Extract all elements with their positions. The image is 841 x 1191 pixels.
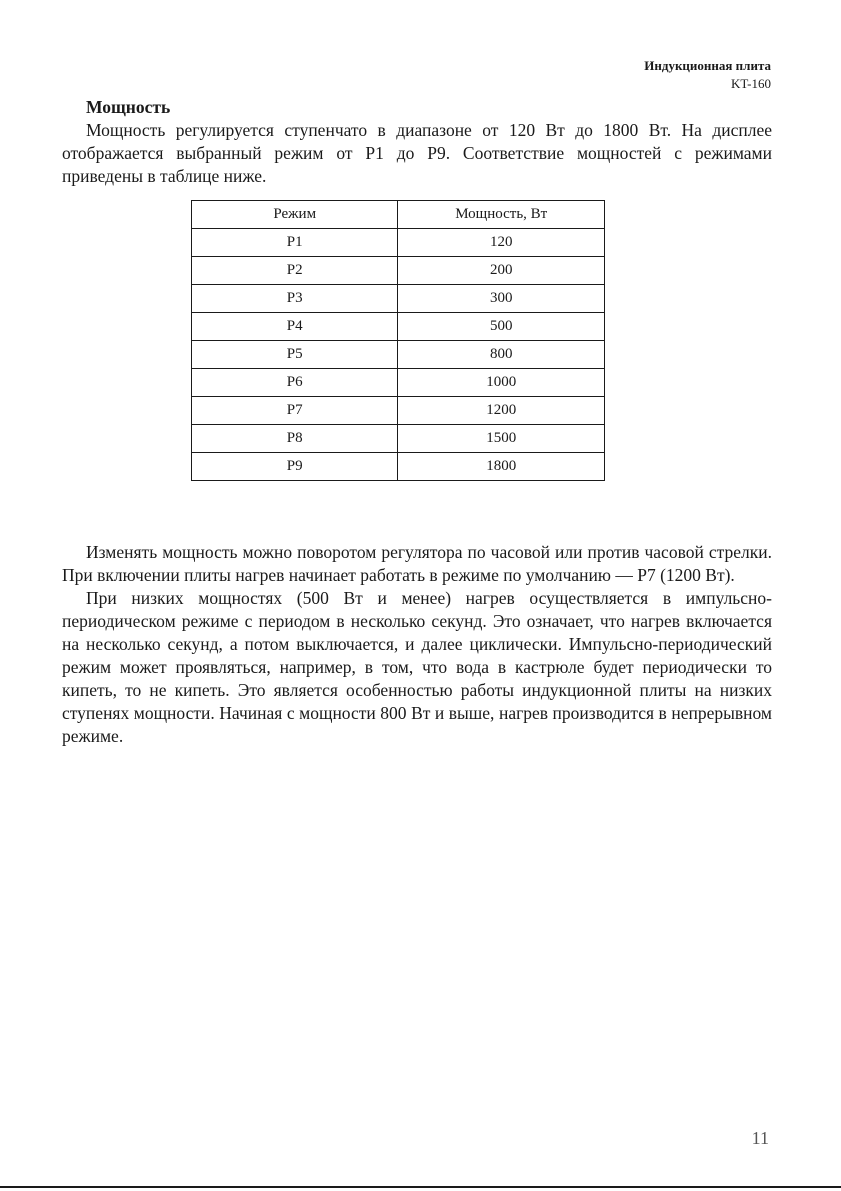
intro-paragraph: Мощность регулируется ступенчато в диапазоне от 120 Вт до 1800 Вт. На дисплее отображается выбранный режим от Р1 до Р9. Соответствие мощностей с режимами приведены в таблице ниже.	[62, 120, 772, 186]
table-row	[192, 397, 605, 425]
table-row	[192, 425, 605, 453]
mode-cell: P2	[192, 257, 398, 285]
column-header-power: Мощность, Вт	[398, 201, 605, 229]
table-header-row	[192, 201, 605, 229]
power-cell: 1500	[398, 425, 605, 453]
table-row	[192, 313, 605, 341]
model-number: KT-160	[731, 76, 771, 91]
mode-cell: P5	[192, 341, 398, 369]
mode-cell: P7	[192, 397, 398, 425]
power-cell: 200	[398, 257, 605, 285]
power-cell: 300	[398, 285, 605, 313]
running-header	[644, 57, 771, 93]
power-section	[62, 96, 772, 188]
table-row	[192, 453, 605, 481]
bottom-rule	[0, 1186, 841, 1188]
power-cell: 1000	[398, 369, 605, 397]
power-cell: 120	[398, 229, 605, 257]
page-number: 11	[751, 1128, 769, 1148]
mode-cell: P1	[192, 229, 398, 257]
power-cell: 1800	[398, 453, 605, 481]
mode-cell: P6	[192, 369, 398, 397]
mode-cell: P8	[192, 425, 398, 453]
body-text	[62, 541, 772, 748]
table-row	[192, 257, 605, 285]
table-row	[192, 341, 605, 369]
mode-cell: P4	[192, 313, 398, 341]
mode-cell: P9	[192, 453, 398, 481]
table-row	[192, 369, 605, 397]
pulse-mode-paragraph: При низких мощностях (500 Вт и менее) нагрев осуществляется в импульсно-периодическом режиме с периодом в несколько секунд. Это означает, что нагрев включается на несколько секунд, а потом выключается, и далее циклически. Импульсно-периодический режим может проявляться, например, в том, что вода в кастрюле будет периодически то кипеть, то не кипеть. Это является особенностью работы индукционной плиты на низких ступенях мощности. Начиная с мощности 800 Вт и выше, нагрев производится в непрерывном режиме.	[62, 588, 772, 746]
power-table	[191, 200, 605, 481]
mode-cell: P3	[192, 285, 398, 313]
power-cell: 500	[398, 313, 605, 341]
power-cell: 1200	[398, 397, 605, 425]
table-row	[192, 229, 605, 257]
product-title: Индукционная плита	[644, 58, 771, 73]
column-header-mode: Режим	[192, 201, 398, 229]
section-title: Мощность	[86, 97, 171, 117]
power-cell: 800	[398, 341, 605, 369]
regulator-paragraph: Изменять мощность можно поворотом регулятора по часовой или против часовой стрелки. При включении плиты нагрев начинает работать в режиме по умолчанию — Р7 (1200 Вт).	[62, 542, 772, 585]
table-row	[192, 285, 605, 313]
